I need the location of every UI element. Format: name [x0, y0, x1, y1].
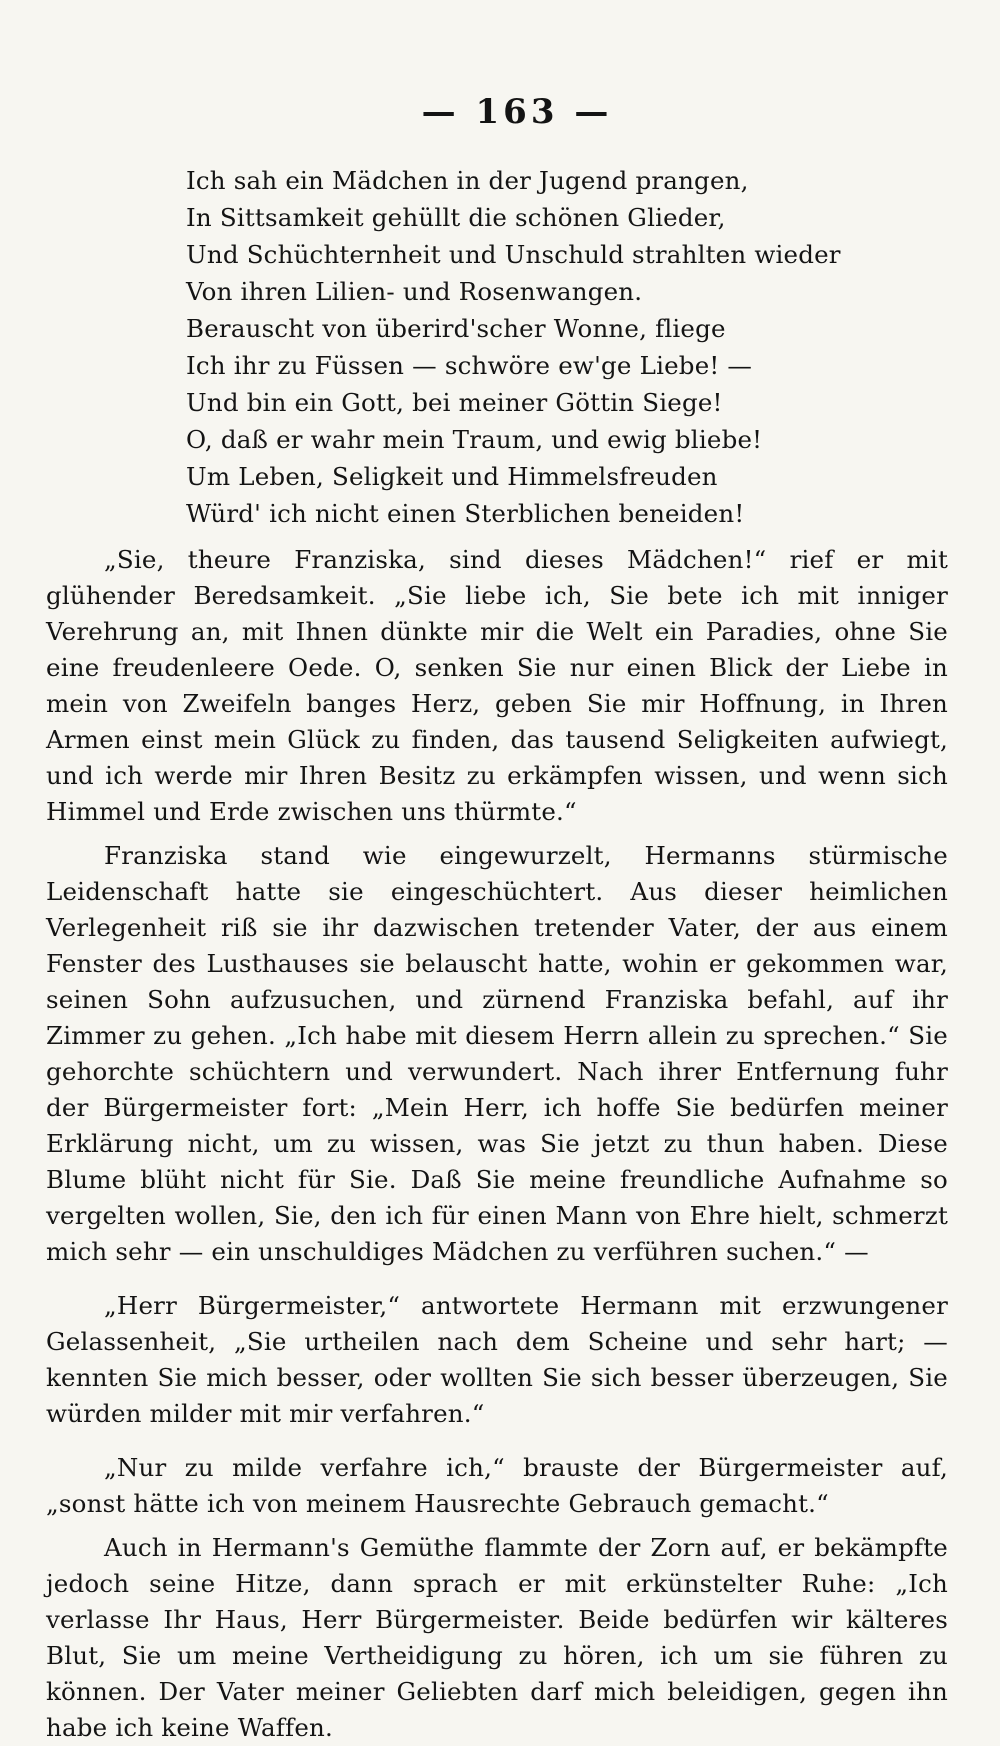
body-paragraph: „Sie, theure Franziska, sind dieses Mädchen!“ rief er mit glühender Beredsamkeit. „Sie liebe ich, Sie bete ich mit inniger Verehrung an, mit Ihnen dünkte mir die Welt ein Paradies, ohne Sie eine freudenleere Oede. O, senken Sie nur einen Blick der Liebe in mein von Zweifeln banges Herz, geben Sie mir Hoffnung, in Ihren Armen einst mein Glück zu finden, das tausend Seligkeiten aufwiegt, und ich werde mir Ihren Besitz zu erkämpfen wissen, und wenn sich Himmel und Erde zwischen uns thürmte.“	[46, 545, 948, 826]
poem-line: O, daß er wahr mein Traum, und ewig bliebe!	[186, 425, 763, 454]
body-paragraph: Auch in Hermann's Gemüthe flammte der Zorn auf, er bekämpfte jedoch seine Hitze, dann sprach er mit erkünstelter Ruhe: „Ich verlasse Ihr Haus, Herr Bürgermeister. Beide bedürfen wir kälteres Blut, Sie um meine Vertheidigung zu hören, ich um sie führen zu können. Der Vater meiner Geliebten darf mich beleidigen, gegen ihn habe ich keine Waffen.	[46, 1533, 948, 1742]
poem-line: Um Leben, Seligkeit und Himmelsfreuden	[186, 462, 718, 491]
poem-line: In Sittsamkeit gehüllt die schönen Glieder,	[186, 203, 726, 232]
poem-line: Von ihren Lilien- und Rosenwangen.	[186, 277, 643, 306]
poem-line: Ich ihr zu Füssen — schwöre ew'ge Liebe! —	[186, 351, 753, 380]
body-paragraph: „Herr Bürgermeister,“ antwortete Hermann mit erzwungener Gelassenheit, „Sie urtheilen nach dem Scheine und sehr hart; — kennten Sie mich besser, oder wollten Sie sich besser überzeugen, Sie würden milder mit mir verfahren.“	[46, 1291, 948, 1428]
poem-stanza	[186, 162, 948, 532]
body-paragraph: Franziska stand wie eingewurzelt, Hermanns stürmische Leidenschaft hatte sie eingeschüchtert. Aus dieser heimlichen Verlegenheit riß sie ihr dazwischen tretender Vater, der aus einem Fenster des Lusthauses sie belauscht hatte, wohin er gekommen war, seinen Sohn aufzusuchen, und zürnend Franziska befahl, auf ihr Zimmer zu gehen. „Ich habe mit diesem Herrn allein zu sprechen.“ Sie gehorchte schüchtern und verwundert. Nach ihrer Entfernung fuhr der Bürgermeister fort: „Mein Herr, ich hoffe Sie bedürfen meiner Erklärung nicht, um zu wissen, was Sie jetzt zu thun haben. Diese Blume blüht nicht für Sie. Daß Sie meine freundliche Aufnahme so vergelten wollen, Sie, den ich für einen Mann von Ehre hielt, schmerzt mich sehr — ein unschuldiges Mädchen zu verführen suchen.“ —	[46, 841, 948, 1266]
poem-line: Berauscht von überird'scher Wonne, fliege	[186, 314, 726, 343]
poem-line: Und bin ein Gott, bei meiner Göttin Siege!	[186, 388, 723, 417]
poem-line: Würd' ich nicht einen Sterblichen beneiden!	[186, 499, 745, 528]
poem-line: Und Schüchternheit und Unschuld strahlten wieder	[186, 240, 841, 269]
page-number: — 163 —	[421, 92, 613, 132]
poem-line: Ich sah ein Mädchen in der Jugend prangen,	[186, 166, 749, 195]
body-paragraph: „Nur zu milde verfahre ich,“ brauste der Bürgermeister auf, „sonst hätte ich von meinem Hausrechte Gebrauch gemacht.“	[46, 1453, 948, 1518]
